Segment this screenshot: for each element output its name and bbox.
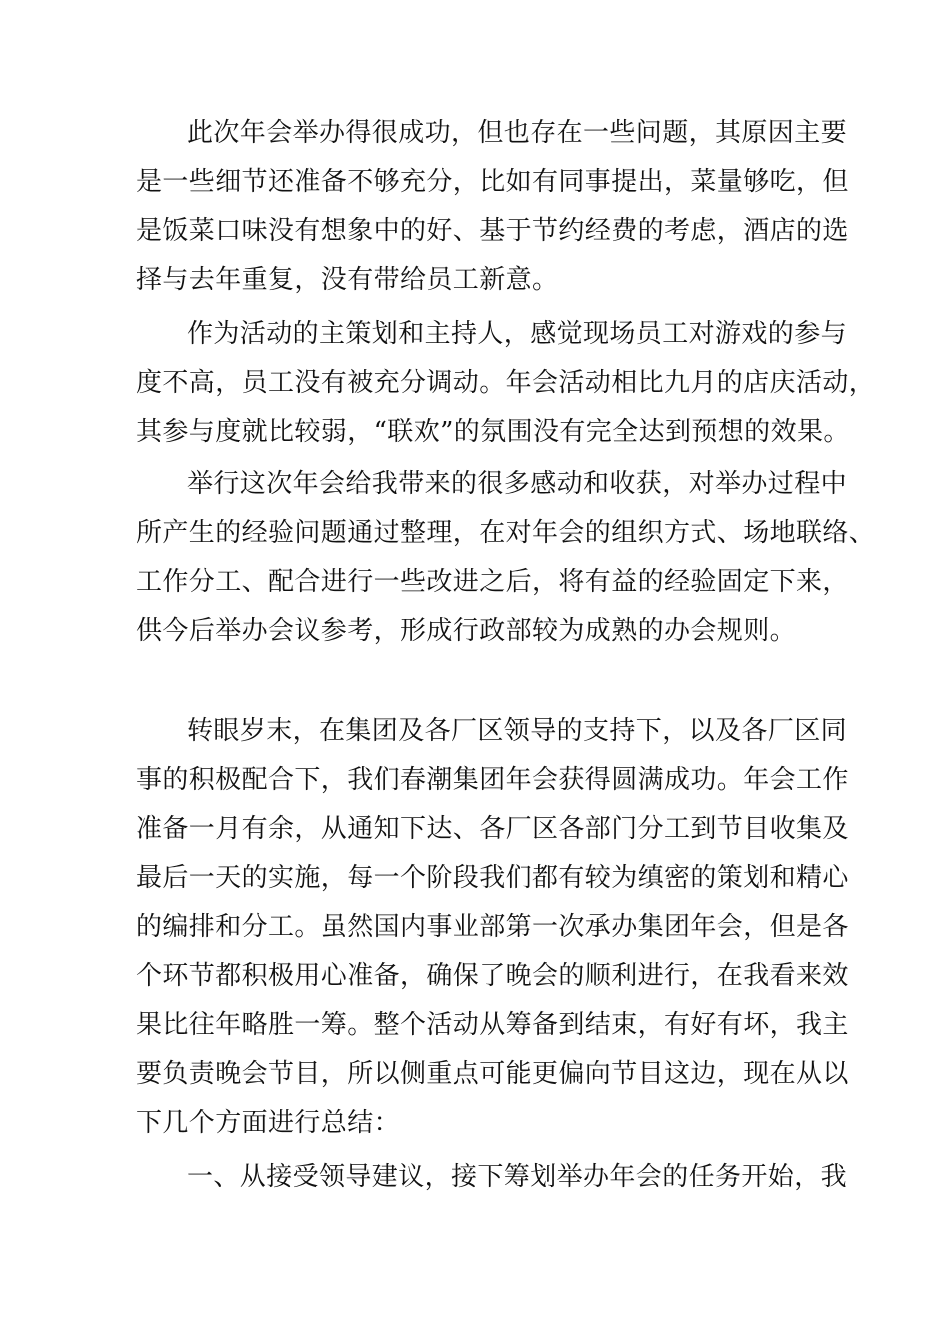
text-line: 作为活动的主策划和主持人，感觉现场员工对游戏的参与: [187, 319, 848, 349]
text-line: 准备一月有余，从通知下达、各厂区各部门分工到节目收集及: [136, 814, 849, 844]
text-line: 举行这次年会给我带来的很多感动和收获，对举办过程中: [187, 469, 848, 499]
text-line: 转眼岁末，在集团及各厂区领导的支持下，以及各厂区同: [187, 716, 848, 746]
text-line: 此次年会举办得很成功，但也存在一些问题，其原因主要: [187, 118, 848, 148]
text-line: 所产生的经验问题通过整理，在对年会的组织方式、场地联络、: [136, 518, 876, 548]
text-line: 最后一天的实施，每一个阶段我们都有较为缜密的策划和精心: [136, 863, 849, 893]
text-line: 下几个方面进行总结：: [136, 1108, 401, 1138]
text-line: 果比往年略胜一筹。整个活动从筹备到结束，有好有坏，我主: [136, 1010, 849, 1040]
text-line: 的编排和分工。虽然国内事业部第一次承办集团年会，但是各: [136, 912, 849, 942]
text-line: 事的积极配合下，我们春潮集团年会获得圆满成功。年会工作: [136, 765, 849, 795]
text-line: 供今后举办会议参考，形成行政部较为成熟的办会规则。: [136, 616, 797, 646]
text-line: 要负责晚会节目，所以侧重点可能更偏向节目这边，现在从以: [136, 1059, 849, 1089]
text-line: 是一些细节还准备不够充分，比如有同事提出，菜量够吃，但: [136, 167, 849, 197]
text-line: 工作分工、配合进行一些改进之后，将有益的经验固定下来，: [136, 567, 849, 597]
text-line: 是饭菜口味没有想象中的好、基于节约经费的考虑，酒店的选: [136, 216, 849, 246]
text-line: 度不高，员工没有被充分调动。年会活动相比九月的店庆活动，: [136, 368, 876, 398]
text-line: 个环节都积极用心准备，确保了晚会的顺利进行，在我看来效: [136, 961, 849, 991]
text-line: 其参与度就比较弱，“联欢”的氛围没有完全达到预想的效果。: [136, 417, 850, 447]
text-line: 择与去年重复，没有带给员工新意。: [136, 265, 559, 295]
text-line: 一、从接受领导建议，接下筹划举办年会的任务开始，我: [187, 1162, 848, 1192]
